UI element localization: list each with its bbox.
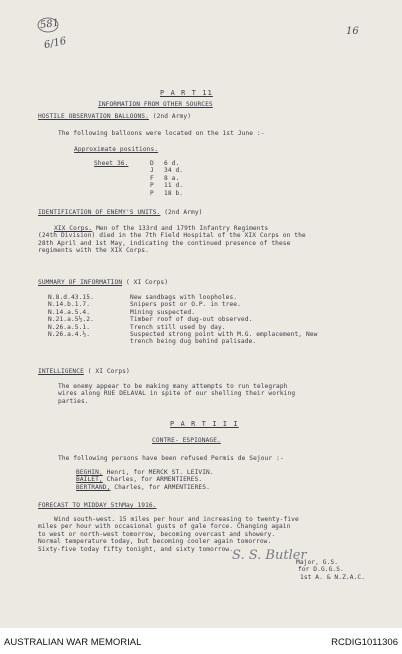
balloons-intro: The following balloons were located on the 1st June :- [58,130,265,137]
balloon-position-row: D 6 d. [150,160,180,167]
forecast-text: Wind south-west. 15 miles per hour and increasing to twenty-five miles per hour with occasional gusts of gale force. Changing again to west or north-west tomorrow, becoming overcast and showery. Normal temperature today, but becoming cooler again tomorrow. Sixty-five today fifty tonight, and sixty tomorrow. [38,516,299,553]
part-two-subheading: INFORMATION FROM OTHER SOURCES [98,101,213,108]
summary-row: N.8.d.43.15. New sandbags with loopholes. [48,294,238,301]
contre-espionage-intro: The following persons have been refused Permis de Sejour :- [58,455,284,462]
refused-persons-list [76,469,214,491]
part-three-subheading: CONTRE- ESPIONAGE. [152,437,221,444]
sheet-label: Sheet 36. [94,160,129,167]
summary-row-cont: trench being dug behind palisade. [130,338,257,346]
footer-archive-name: AUSTRALIAN WAR MEMORIAL [4,637,142,648]
balloon-position-row: J 34 d. [150,167,184,175]
enemy-units-source: (2nd Army) [164,209,203,216]
intelligence-text: The enemy appear to be making many attempts to run telegraph wires along RUE DELAVAL in spite of our shelling their working parties. [58,383,296,405]
balloons-heading [38,113,191,120]
balloons-title: HOSTILE OBSERVATION BALLOONS. [38,113,149,120]
enemy-units-text: XIX Corps. Men of the 133rd and 179th Infantry Regiments (24th Division) died in the 7th Field Hospital of the XIX Corps on the 28th April and 1st May, indicating the continued presence of these regiments with the XIX Corps. [38,225,306,255]
summary-heading [38,279,168,286]
part-three-heading: P A R T I I I [170,420,239,428]
xix-corps-label: XIX Corps. [54,225,93,232]
part-two-heading: P A R T 11 [160,89,213,97]
handwritten-ref-number: 581 [39,17,60,32]
balloon-position-row: P 11 d. [150,182,184,190]
summary-row: N.14.b.1.7. Snipers post or O.P. in tree. [48,301,241,309]
circle-mark-icon [36,16,60,34]
summary-row: N.26.a.4.½. Suspected strong point with M.G. emplacement, New [48,331,318,339]
forecast-title: FORECAST TO MIDDAY 5thMay 1916. [38,502,157,509]
balloon-position-row: F 8 a. [150,174,180,182]
summary-source: ( XI Corps) [125,279,169,286]
summary-row: N.26.a.5.1. Trench still used by day. [48,323,226,331]
footer-record-id: RCDIG1011306 [331,637,398,648]
enemy-units-heading [38,209,203,216]
intelligence-title: INTELLIGENCE [38,368,84,375]
summary-title: SUMMARY OF INFORMATION [38,279,123,286]
enemy-units-title: IDENTIFICATION OF ENEMY'S UNITS. [38,209,161,216]
signature-handwriting: S. S. Butler [232,548,307,563]
summary-table [48,294,317,346]
balloons-source: (2nd Army) [152,113,192,120]
archive-footer [0,628,402,654]
approx-positions-label: Approximate positions. [74,146,159,153]
refused-person: BEGHIN, Henri, for MERCK ST. LEIVIN. [76,469,214,476]
intelligence-heading [38,368,130,375]
refused-person: BERTRAND, Charles, for ARMENTIERES. [76,483,210,491]
signature-block: Major, G.S. for D.G.G.S. 1st A. & N.Z.A.C. [296,559,366,581]
summary-row: N.14.a.5.4. Mining suspected. [48,308,196,316]
balloon-position-row: P 18 b. [150,189,184,197]
summary-row: N.21.a.5½.2. Timber roof of dug-out observed. [48,316,253,324]
handwritten-note: 6/16 [43,35,68,52]
page-number: 16 [346,26,359,37]
intelligence-source: ( XI Corps) [87,368,130,375]
balloon-position-list [150,160,183,197]
refused-person: BAILET, Charles, for ARMENTIERES. [76,476,203,484]
